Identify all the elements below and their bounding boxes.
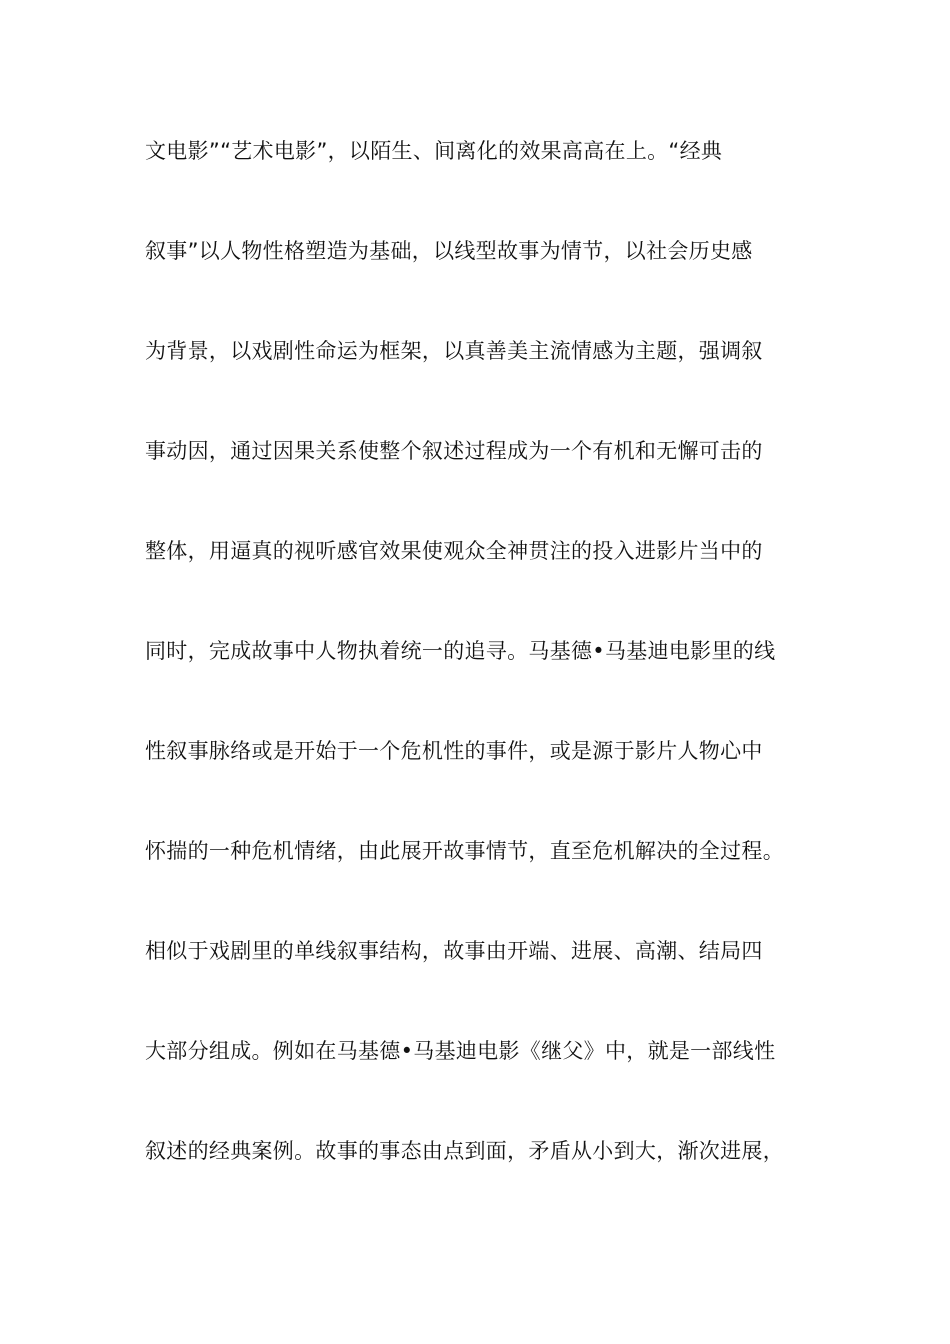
text-line: 性叙事脉络或是开始于一个危机性的事件，或是源于影片人物心中 xyxy=(145,739,763,763)
text-line: 叙事”以人物性格塑造为基础，以线型故事为情节，以社会历史感 xyxy=(145,239,753,263)
text-line: 大部分组成。例如在马基德•马基迪电影《继父》中，就是一部线性 xyxy=(145,1039,776,1063)
text-line: 相似于戏剧里的单线叙事结构，故事由开端、进展、高潮、结局四 xyxy=(145,939,763,963)
text-line: 同时，完成故事中人物执着统一的追寻。马基德•马基迪电影里的线 xyxy=(145,639,776,663)
text-line: 怀揣的一种危机情绪，由此展开故事情节，直至危机解决的全过程。 xyxy=(145,839,784,863)
text-line: 事动因，通过因果关系使整个叙述过程成为一个有机和无懈可击的 xyxy=(145,439,763,463)
text-line: 文电影”“艺术电影”，以陌生、间离化的效果高高在上。“经典 xyxy=(145,139,723,163)
text-line: 整体，用逼真的视听感官效果使观众全神贯注的投入进影片当中的 xyxy=(145,539,763,563)
text-line: 叙述的经典案例。故事的事态由点到面，矛盾从小到大，渐次进展， xyxy=(145,1139,784,1163)
text-line: 为背景，以戏剧性命运为框架，以真善美主流情感为主题，强调叙 xyxy=(145,339,763,363)
